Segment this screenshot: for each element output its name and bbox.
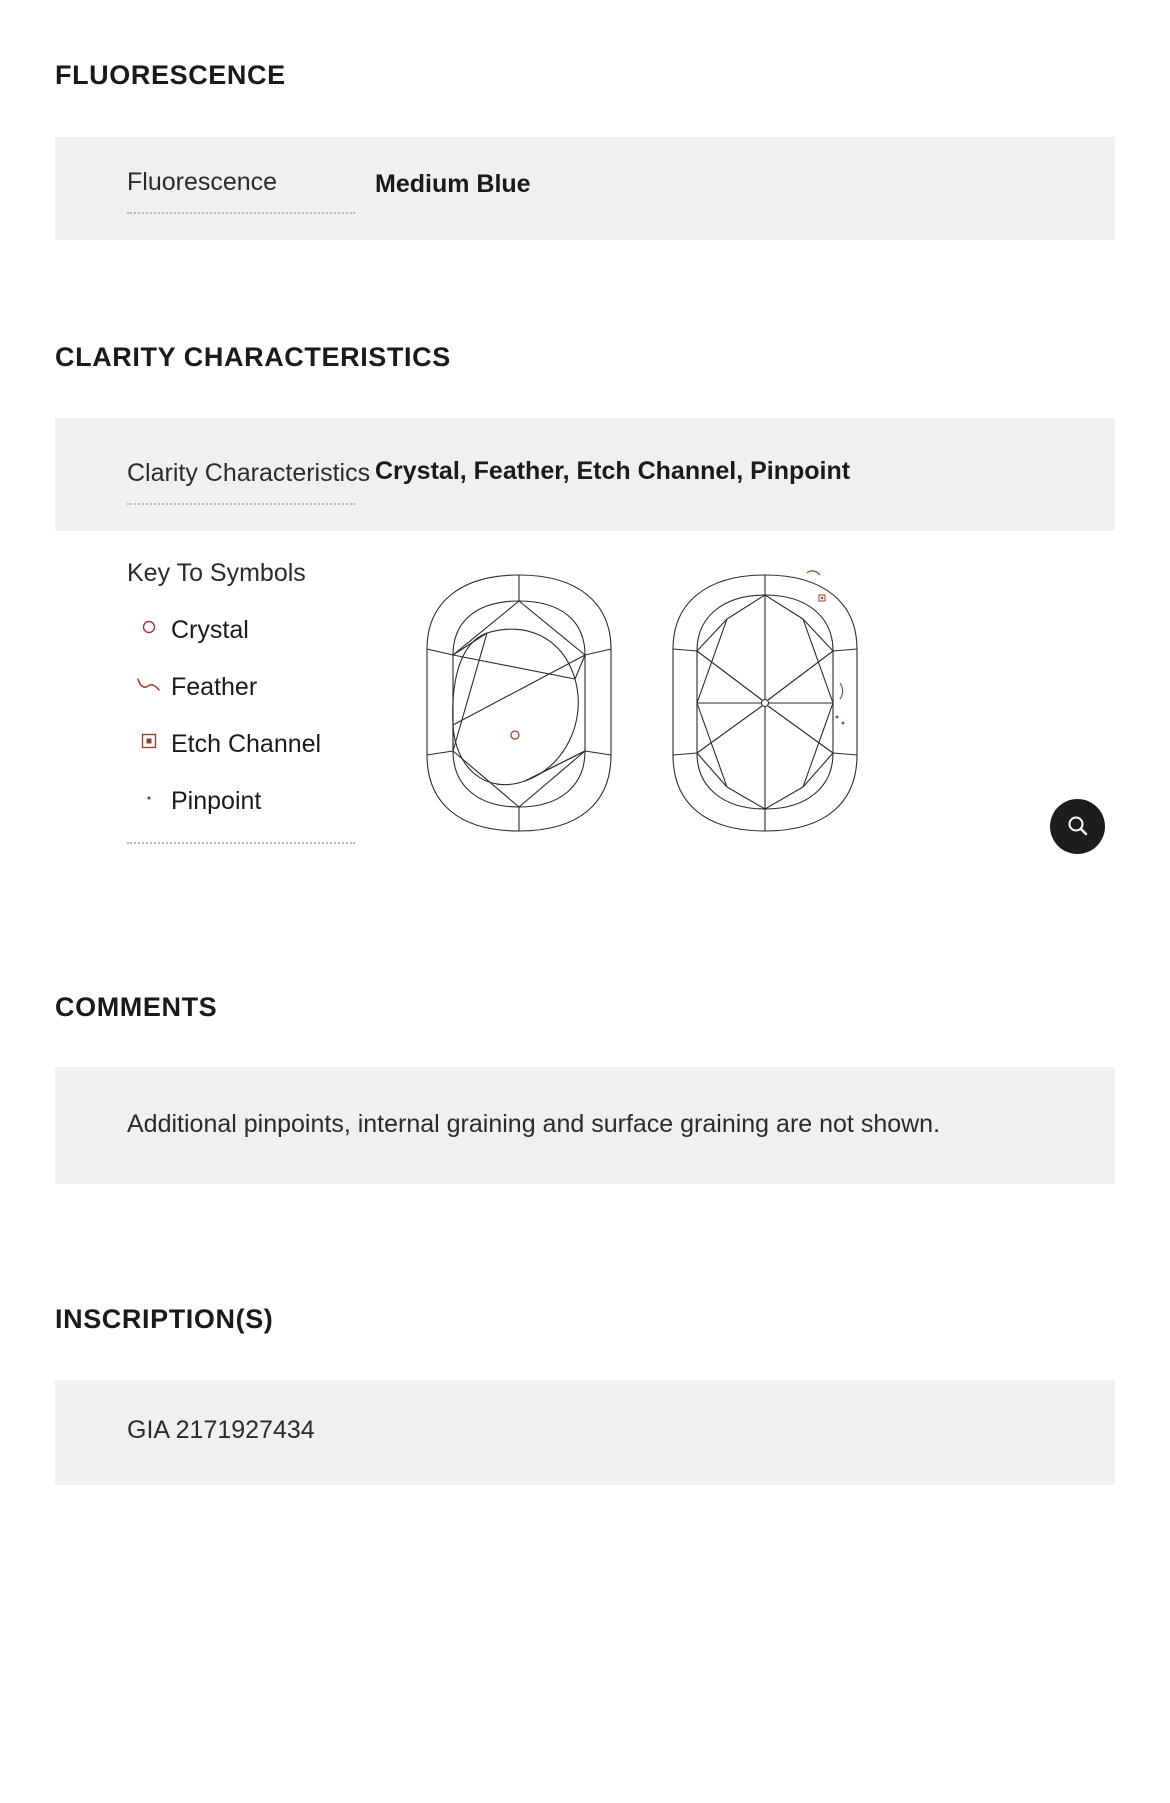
fluorescence-section [0, 0, 1170, 240]
comments-heading: COMMENTS [55, 991, 218, 1022]
clarity-section [0, 240, 1170, 864]
crystal-icon [127, 617, 171, 643]
feather-icon [127, 674, 171, 700]
key-item-feather [127, 659, 375, 716]
comments-panel [55, 1067, 1115, 1184]
key-to-symbols-title: Key To Symbols [127, 558, 306, 587]
inscription-panel [55, 1380, 1115, 1485]
plotting-diagram [397, 559, 957, 859]
key-label-feather: Feather [171, 672, 258, 701]
fluorescence-divider [127, 212, 355, 214]
inscription-section [0, 1184, 1170, 1485]
search-icon [1065, 813, 1091, 839]
key-to-symbols-divider [127, 842, 355, 844]
clarity-value: Crystal, Feather, Etch Channel, Pinpoint [375, 457, 851, 485]
fluorescence-heading: FLUORESCENCE [55, 60, 286, 90]
pinpoint-icon [127, 788, 171, 814]
inscription-value: GIA 2171927434 [127, 1415, 315, 1444]
inscription-heading: INSCRIPTION(S) [55, 1303, 274, 1334]
inclusion-marks [807, 571, 844, 725]
plotting-diagram-container [375, 559, 1115, 864]
key-label-crystal: Crystal [171, 615, 249, 644]
etch-channel-icon [127, 731, 171, 757]
zoom-button[interactable] [1050, 799, 1105, 854]
fluorescence-panel [55, 137, 1115, 240]
key-label-pinpoint: Pinpoint [171, 786, 262, 815]
fluorescence-value: Medium Blue [375, 170, 531, 199]
fluorescence-label-cell [55, 163, 375, 214]
clarity-label: Clarity Characteristics [127, 459, 371, 487]
key-label-etch-channel: Etch Channel [171, 729, 322, 758]
key-to-symbols-row [55, 559, 1115, 864]
comments-text: Additional pinpoints, internal graining and surface graining are not shown. [127, 1109, 941, 1138]
clarity-heading: CLARITY CHARACTERISTICS [55, 342, 451, 372]
clarity-label-cell [55, 448, 375, 505]
key-to-symbols-list [55, 559, 375, 864]
crystal-mark [511, 731, 519, 739]
comments-section [0, 864, 1170, 1184]
clarity-value-row [55, 448, 1115, 505]
key-item-crystal [127, 602, 375, 659]
clarity-divider [127, 503, 355, 505]
key-item-etch-channel [127, 716, 375, 773]
key-item-pinpoint [127, 773, 375, 830]
fluorescence-label: Fluorescence [127, 168, 278, 197]
clarity-panel [55, 418, 1115, 531]
